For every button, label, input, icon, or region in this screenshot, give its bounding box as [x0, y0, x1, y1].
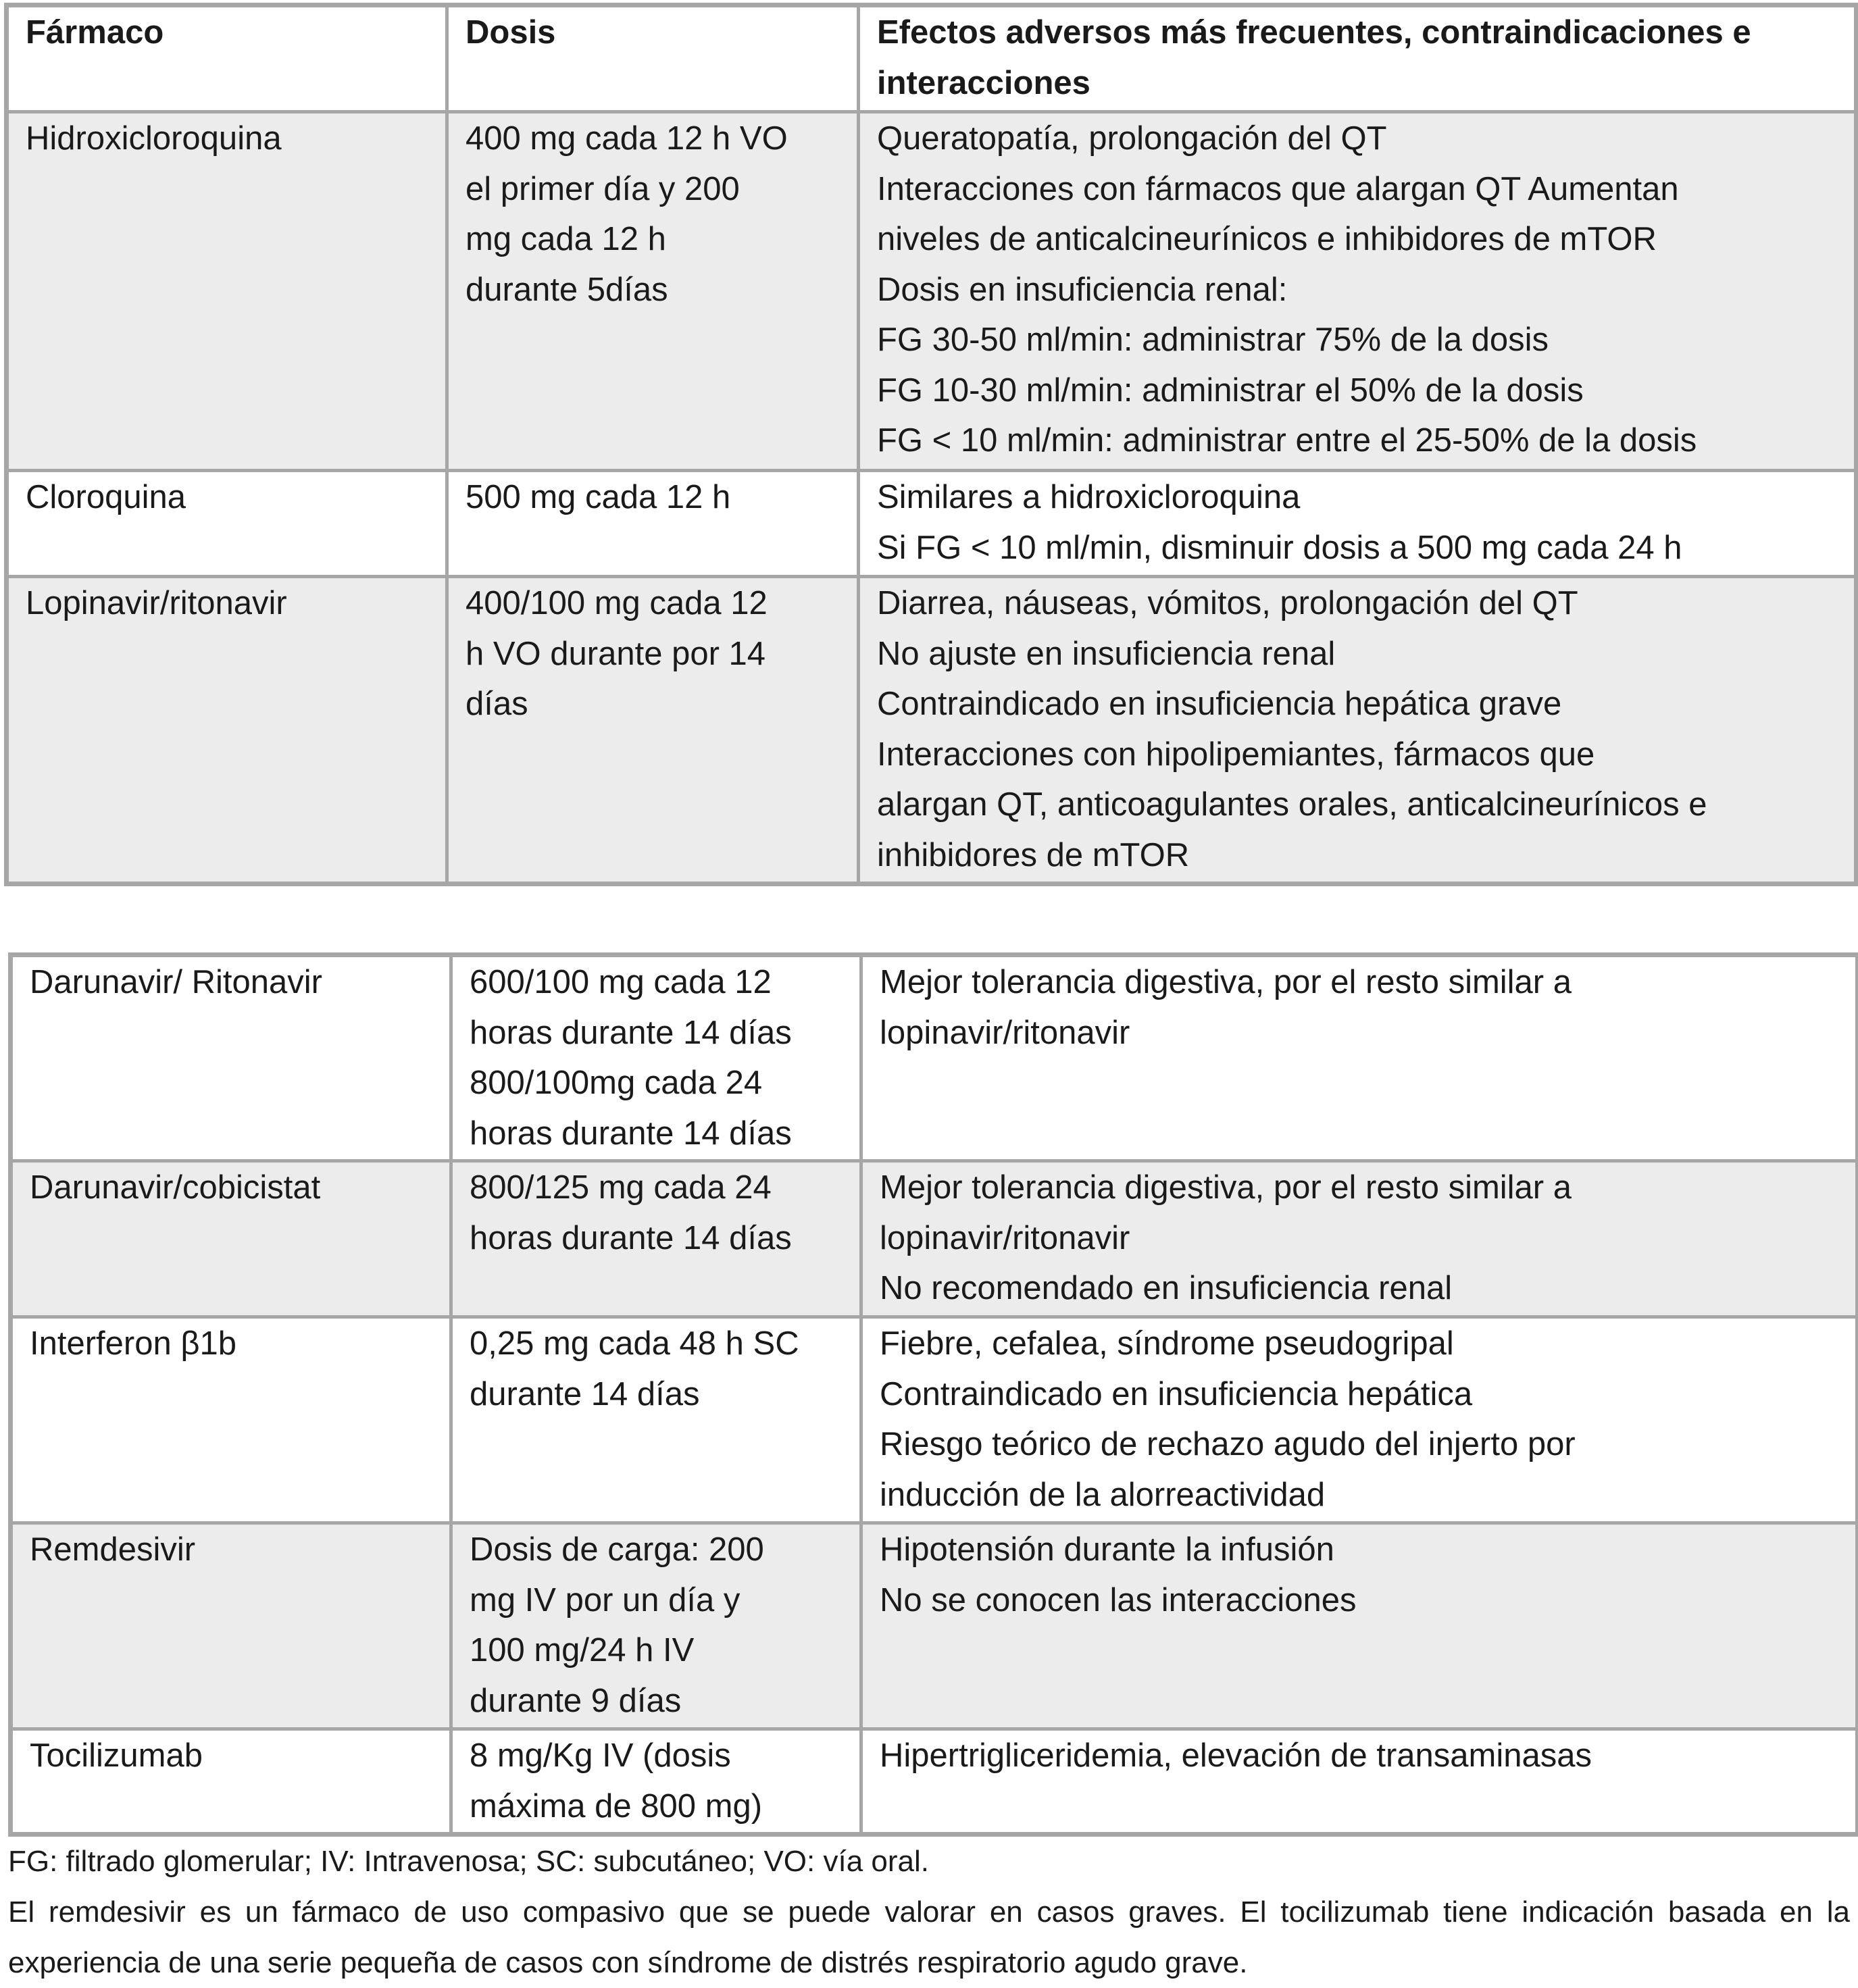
effects-line: lopinavir/ritonavir — [880, 1014, 1130, 1051]
drug-table-1 — [4, 3, 1858, 886]
effects-line: Contraindicado en insuficiencia hepática — [880, 1375, 1473, 1412]
dose-line: horas durante 14 días — [470, 1115, 792, 1152]
drug-name: Tocilizumab — [11, 1729, 451, 1835]
table-row-lopinavir-ritonavir — [7, 577, 1857, 884]
effects-cell — [861, 1729, 1858, 1835]
abbreviations-note: FG: filtrado glomerular; IV: Intravenosa; SC: subcutáneo; VO: vía oral. — [8, 1845, 929, 1878]
effects-line: No ajuste en insuficiencia renal — [877, 635, 1336, 672]
effects-line: alargan QT, anticoagulantes orales, anticalcineurínicos e — [877, 786, 1707, 823]
table-row-cloroquina — [7, 471, 1857, 577]
remark-note: El remdesivir es un fármaco de uso compasivo que se puede valorar en casos graves. El tocilizumab tiene indicación basada en la experiencia de una serie pequeña de casos con síndrome de distrés respiratorio agudo grave. — [8, 1895, 1850, 1979]
dose-line: 8 mg/Kg IV (dosis — [470, 1737, 731, 1774]
effects-line: Interacciones con fármacos que alargan QT Aumentan — [877, 170, 1679, 207]
dose-line: durante 5días — [466, 271, 668, 308]
drug-name: Cloroquina — [7, 471, 447, 577]
dose-line: 800/100mg cada 24 — [470, 1065, 763, 1101]
dose-line: horas durante 14 días — [470, 1014, 792, 1051]
effects-line: Mejor tolerancia digestiva, por el resto similar a — [880, 964, 1572, 1000]
dose-line: 400 mg cada 12 h VO — [466, 120, 788, 157]
effects-line: Riesgo teórico de rechazo agudo del injerto por — [880, 1426, 1576, 1462]
table-header-row — [7, 5, 1857, 112]
dose-line: 800/125 mg cada 24 — [470, 1169, 772, 1206]
dose-line: mg IV por un día y — [470, 1581, 740, 1619]
drug-name: Interferon β1b — [11, 1317, 451, 1523]
drug-name: Remdesivir — [11, 1523, 451, 1729]
effects-cell — [861, 1523, 1858, 1729]
table-row-remdesivir — [11, 1523, 1858, 1729]
dose-cell — [451, 1317, 861, 1523]
drug-name: Darunavir/cobicistat — [11, 1161, 451, 1317]
drug-name: Lopinavir/ritonavir — [7, 577, 447, 884]
dose-line: durante 14 días — [470, 1375, 700, 1412]
dose-line: 500 mg cada 12 h — [466, 479, 731, 515]
column-header-dose: Dosis — [447, 5, 859, 112]
dose-line: mg cada 12 h — [466, 221, 666, 257]
effects-cell — [859, 112, 1857, 471]
dose-line: Dosis de carga: 200 — [470, 1531, 764, 1568]
dose-line: 400/100 mg cada 12 — [466, 585, 768, 621]
effects-line: Mejor tolerancia digestiva, por el resto similar a — [880, 1169, 1572, 1206]
effects-line: Fiebre, cefalea, síndrome pseudogripal — [880, 1325, 1454, 1362]
effects-line: FG 30-50 ml/min: administrar 75% de la dosis — [877, 322, 1549, 358]
table-row-interferon — [11, 1317, 1858, 1523]
effects-line: Hipotensión durante la infusión — [880, 1531, 1334, 1568]
effects-line: FG 10-30 ml/min: administrar el 50% de la dosis — [877, 372, 1584, 409]
dose-line: 100 mg/24 h IV — [470, 1632, 695, 1668]
dose-cell — [447, 471, 859, 577]
table-row-darunavir-ritonavir — [11, 955, 1858, 1161]
table-row-tocilizumab — [11, 1729, 1858, 1835]
dose-line: durante 9 días — [470, 1682, 682, 1719]
effects-line: Contraindicado en insuficiencia hepática grave — [877, 686, 1562, 722]
effects-cell — [861, 1317, 1858, 1523]
column-header-effects: Efectos adversos más frecuentes, contraindicaciones e interacciones — [859, 5, 1857, 112]
effects-line: inducción de la alorreactividad — [880, 1476, 1326, 1513]
effects-line: niveles de anticalcineurínicos e inhibidores de mTOR — [877, 221, 1657, 257]
effects-line: Queratopatía, prolongación del QT — [877, 120, 1387, 157]
dose-line: h VO durante por 14 — [466, 635, 766, 672]
effects-line: Hipertrigliceridemia, elevación de transaminasas — [880, 1737, 1592, 1774]
dose-cell — [451, 955, 861, 1161]
drug-name: Darunavir/ Ritonavir — [11, 955, 451, 1161]
dose-line: 600/100 mg cada 12 — [470, 964, 772, 1000]
effects-line: Similares a hidroxicloroquina — [877, 479, 1301, 515]
table-row-hidroxicloroquina — [7, 112, 1857, 471]
effects-line: lopinavir/ritonavir — [880, 1219, 1130, 1256]
effects-line: No se conocen las interacciones — [880, 1581, 1357, 1619]
effects-line: Diarrea, náuseas, vómitos, prolongación del QT — [877, 585, 1578, 621]
effects-line: Dosis en insuficiencia renal: — [877, 271, 1288, 308]
table-footnotes — [8, 1836, 1850, 1988]
effects-line: Interacciones con hipolipemiantes, fármacos que — [877, 736, 1595, 773]
dose-cell — [451, 1729, 861, 1835]
effects-line: FG < 10 ml/min: administrar entre el 25-50% de la dosis — [877, 422, 1697, 459]
dose-line: días — [466, 686, 528, 722]
drug-name: Hidroxicloroquina — [7, 112, 447, 471]
dose-line: el primer día y 200 — [466, 170, 740, 207]
dose-line: horas durante 14 días — [470, 1219, 792, 1256]
dose-cell — [447, 577, 859, 884]
dose-cell — [447, 112, 859, 471]
dose-cell — [451, 1161, 861, 1317]
drug-table-2 — [8, 952, 1858, 1837]
effects-line: inhibidores de mTOR — [877, 836, 1190, 873]
effects-cell — [859, 577, 1857, 884]
effects-cell — [861, 1161, 1858, 1317]
dose-cell — [451, 1523, 861, 1729]
dose-line: 0,25 mg cada 48 h SC — [470, 1325, 799, 1362]
effects-line: No recomendado en insuficiencia renal — [880, 1270, 1453, 1306]
table-row-darunavir-cobicistat — [11, 1161, 1858, 1317]
effects-cell — [861, 955, 1858, 1161]
effects-cell — [859, 471, 1857, 577]
dose-line: máxima de 800 mg) — [470, 1787, 763, 1825]
column-header-drug: Fármaco — [7, 5, 447, 112]
effects-line: Si FG < 10 ml/min, disminuir dosis a 500 mg cada 24 h — [877, 529, 1682, 566]
